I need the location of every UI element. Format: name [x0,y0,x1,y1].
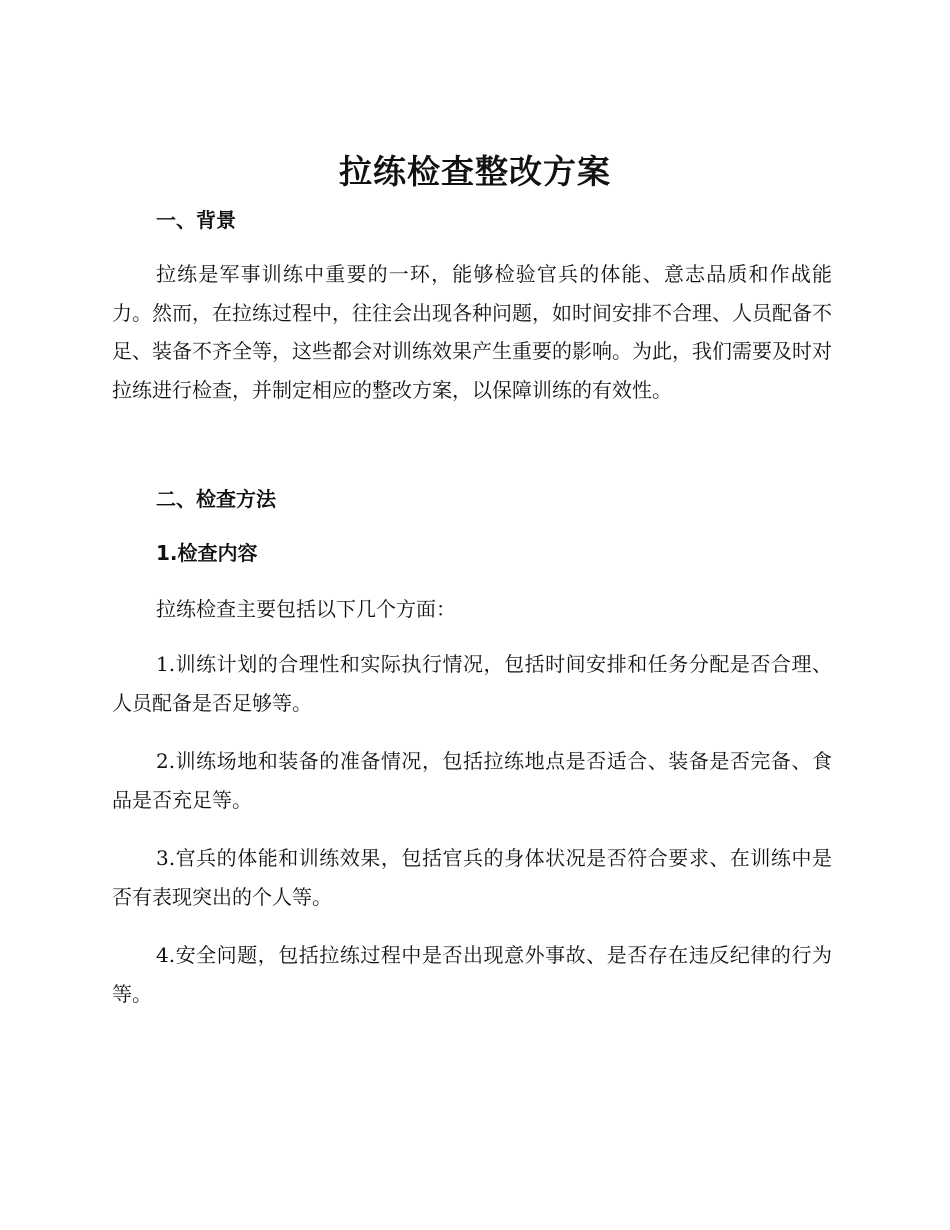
section-heading-inspection-method: 二、检查方法 [156,487,276,511]
document-title: 拉练检查整改方案 [339,152,611,191]
inspection-item-3: 3.官兵的体能和训练效果，包括官兵的身体状况是否符合要求、在训练中是否有表现突出的个人等。 [112,846,832,909]
subheading-inspection-content: 1.检查内容 [156,541,258,565]
section-heading-background: 一、背景 [156,208,236,232]
inspection-item-1: 1.训练计划的合理性和实际执行情况，包括时间安排和任务分配是否合理、人员配备是否足够等。 [112,652,832,715]
inspection-item-2: 2.训练场地和装备的准备情况，包括拉练地点是否适合、装备是否完备、食品是否充足等。 [112,749,832,812]
inspection-intro-paragraph: 拉练检查主要包括以下几个方面： [156,597,456,621]
background-paragraph: 拉练是军事训练中重要的一环，能够检验官兵的体能、意志品质和作战能力。然而，在拉练过程中，往往会出现各种问题，如时间安排不合理、人员配备不足、装备不齐全等，这些都会对训练效果产生重要的影响。为此，我们需要及时对拉练进行检查，并制定相应的整改方案，以保障训练的有效性。 [112,262,832,402]
inspection-item-4: 4.安全问题，包括拉练过程中是否出现意外事故、是否存在违反纪律的行为等。 [112,943,832,1006]
